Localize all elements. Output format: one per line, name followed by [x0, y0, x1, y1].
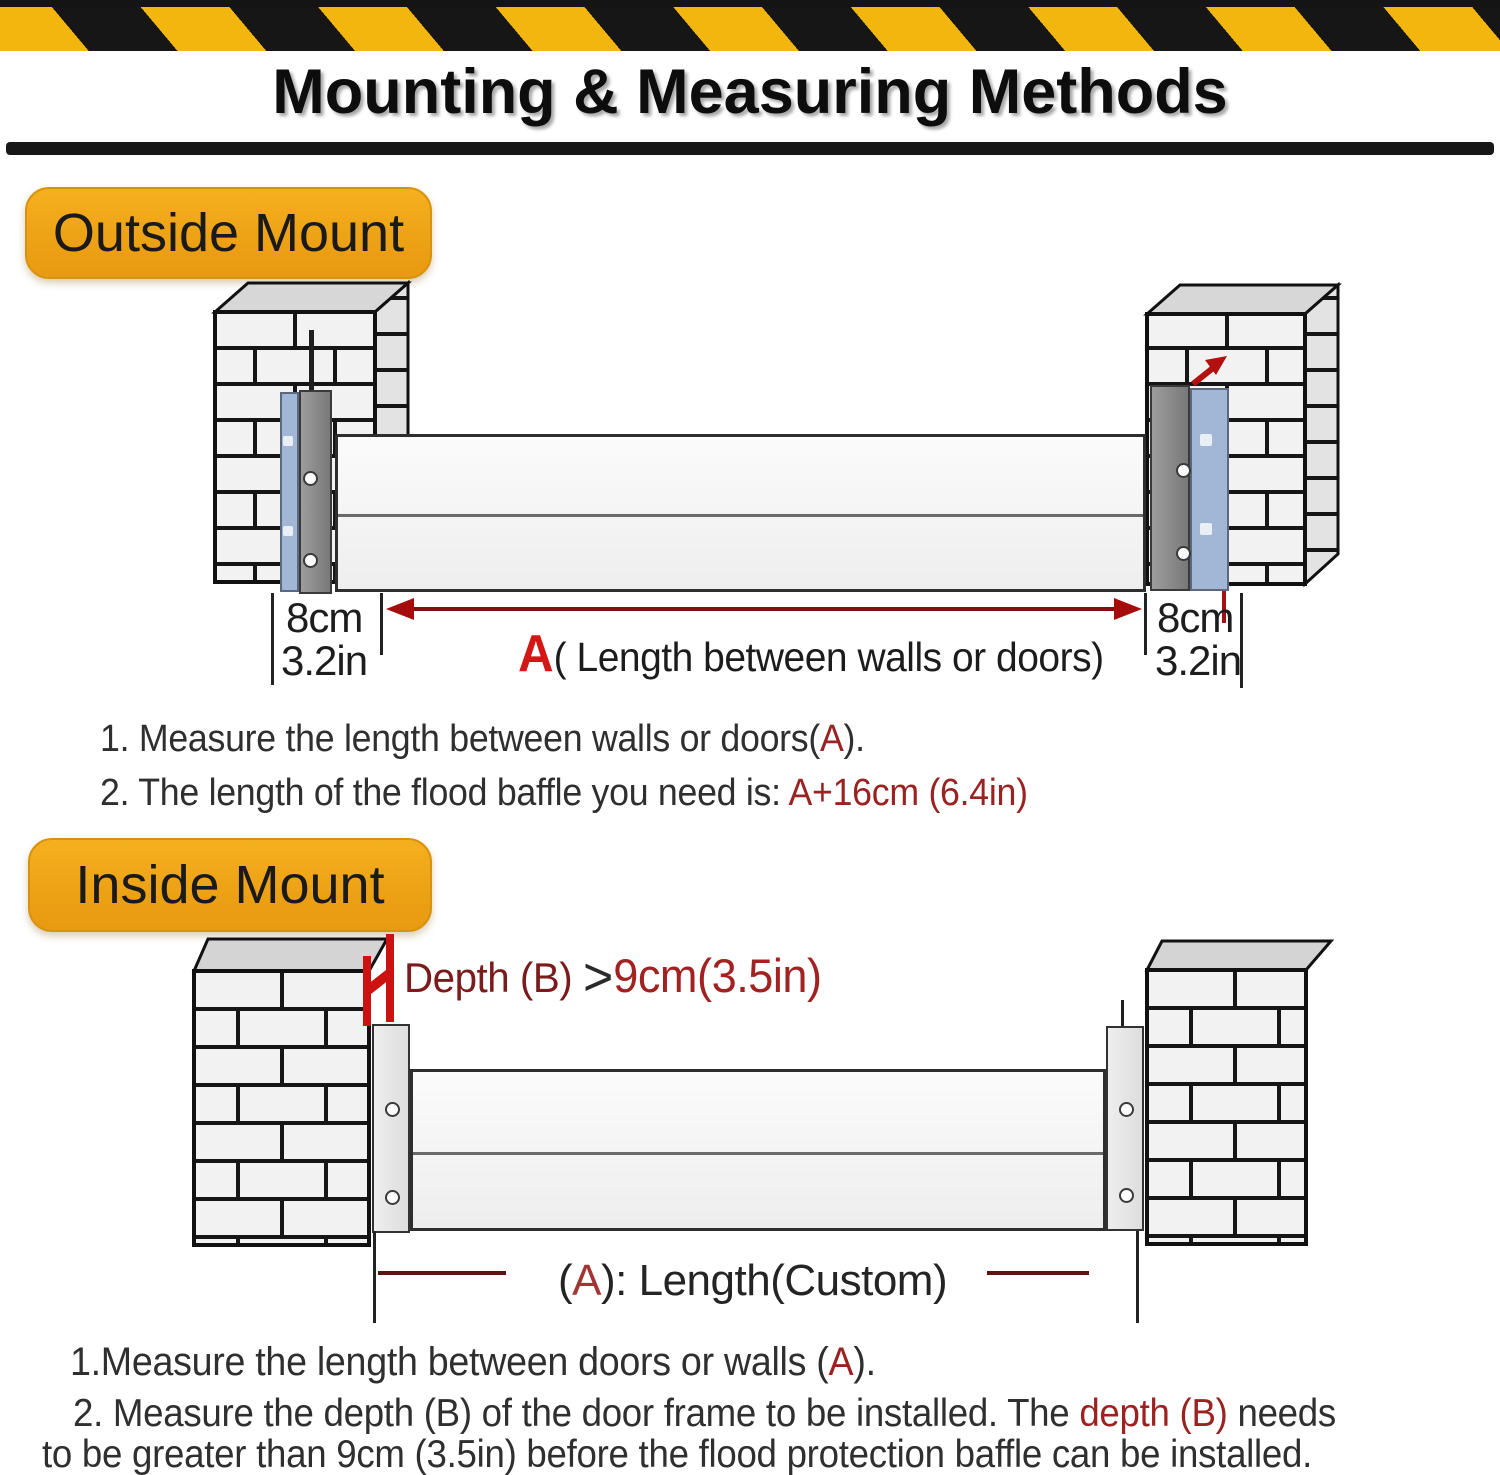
screw-hole [1176, 546, 1191, 561]
step-text: 1. Measure the length between walls or doors( [100, 718, 820, 760]
screw-hole [1119, 1102, 1134, 1117]
step-text: needs [1227, 1392, 1336, 1435]
brick-pillar-inside-right [1140, 930, 1350, 1250]
length-custom-label [558, 1256, 947, 1306]
screw-hole [303, 471, 318, 486]
screw-hole [1119, 1188, 1134, 1203]
bracket-anchor-rod-left [309, 330, 314, 394]
label-a-text: ( Length between walls or doors) [553, 634, 1104, 680]
depth-name: Depth (B) [404, 954, 583, 1001]
screw-hole [385, 1102, 400, 1117]
barrier-seam [413, 1152, 1103, 1155]
outside-step-2 [100, 772, 1028, 815]
gasket-strip-left [280, 392, 299, 592]
label-open-paren: ( [558, 1256, 573, 1305]
step-text: ). [853, 1340, 876, 1384]
step-text: 1.Measure the length between doors or walls ( [70, 1340, 829, 1384]
barrier-seam [338, 514, 1143, 517]
step-highlight: A+16cm (6.4in) [788, 772, 1028, 814]
dimension-tick [373, 1231, 376, 1323]
depth-value: 9cm(3.5in) [613, 949, 822, 1002]
step-text: 2. The length of the flood baffle you need is: [100, 772, 789, 814]
outside-step-1 [100, 718, 865, 761]
dimension-tick [380, 593, 383, 655]
banner-bottom-bar [6, 142, 1494, 155]
gasket-dot [1200, 434, 1212, 446]
step-highlight: A [828, 1340, 854, 1384]
inside-step-2-continued: to be greater than 9cm (3.5in) before the flood protection baffle can be installed. [42, 1433, 1313, 1475]
flood-barrier-inside [410, 1069, 1106, 1231]
dimension-tick [1144, 593, 1147, 655]
gasket-dot [283, 436, 293, 446]
dimension-tick [271, 593, 274, 685]
step-highlight: depth (B) [1079, 1392, 1228, 1435]
page-title: Mounting & Measuring Methods [272, 57, 1228, 127]
flood-barrier-outside [335, 434, 1146, 592]
gasket-strip-right [1190, 388, 1229, 591]
label-a-letter: A [572, 1256, 602, 1305]
screw-hole [303, 553, 318, 568]
screw-hole [385, 1190, 400, 1205]
dimension-line-left [378, 1271, 506, 1275]
outside-mount-badge: Outside Mount [25, 187, 432, 279]
hazard-stripe-banner [0, 7, 1500, 51]
rail-anchor-rod-right [1121, 1000, 1124, 1026]
step-highlight: A [819, 718, 844, 760]
depth-marker-icon [350, 930, 406, 1030]
inside-mount-badge: Inside Mount [28, 838, 432, 932]
screw-hole [1176, 463, 1191, 478]
step-text: 2. Measure the depth (B) of the door frame to be installed. The [73, 1392, 1080, 1435]
offset-right-cm: 8cm [1157, 594, 1234, 641]
depth-annotation [404, 946, 822, 1008]
inside-step-2 [73, 1392, 1336, 1436]
dimension-arrow [384, 594, 1144, 624]
insert-direction-arrow-icon [1185, 352, 1235, 388]
label-text: ): Length(Custom) [601, 1256, 948, 1305]
gasket-dot [1200, 523, 1212, 535]
dimension-label-a [518, 624, 1104, 684]
offset-right-inch: 3.2in [1155, 637, 1242, 684]
dimension-tick [1136, 1231, 1139, 1323]
inside-step-1 [70, 1340, 876, 1385]
greater-than-sign: > [582, 947, 614, 1007]
offset-left-inch: 3.2in [281, 637, 368, 684]
step-text: ). [843, 718, 865, 760]
offset-left-cm: 8cm [286, 594, 363, 641]
label-a-letter: A [518, 625, 554, 683]
gasket-dot [283, 526, 293, 536]
dimension-line-right [987, 1271, 1089, 1275]
